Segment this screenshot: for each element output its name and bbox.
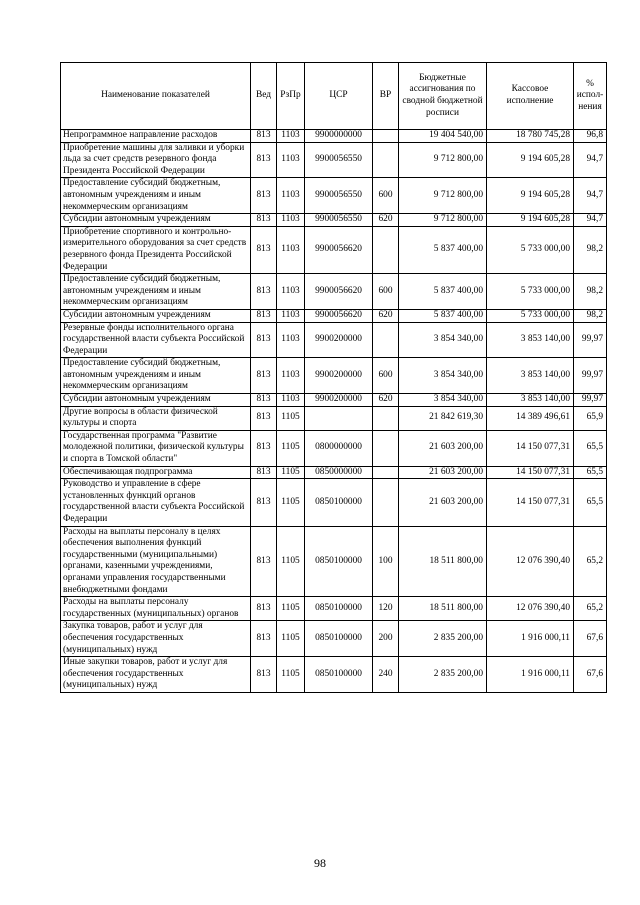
cell-name: Другие вопросы в области физической культуры и спорта	[61, 406, 251, 430]
header-cash: Кассовое исполнение	[487, 63, 574, 130]
page-number: 98	[314, 856, 326, 870]
cell-percent: 94,7	[574, 178, 607, 214]
table-row	[61, 394, 607, 407]
cell-cash: 1 916 000,11	[487, 657, 574, 693]
cell-csr: 9900200000	[305, 322, 373, 358]
cell-budget: 19 404 540,00	[399, 130, 487, 143]
cell-ved: 813	[251, 526, 277, 597]
header-vr: ВР	[373, 63, 399, 130]
table-row	[61, 214, 607, 227]
cell-rzpr: 1103	[277, 309, 305, 322]
cell-cash: 5 733 000,00	[487, 226, 574, 273]
cell-vr	[373, 322, 399, 358]
cell-percent: 99,97	[574, 322, 607, 358]
cell-vr	[373, 406, 399, 430]
cell-csr: 9900000000	[305, 130, 373, 143]
cell-budget: 5 837 400,00	[399, 309, 487, 322]
cell-vr: 240	[373, 657, 399, 693]
cell-percent: 98,2	[574, 226, 607, 273]
cell-ved: 813	[251, 406, 277, 430]
cell-percent: 65,5	[574, 479, 607, 526]
table-row	[61, 657, 607, 693]
cell-percent: 67,6	[574, 621, 607, 657]
table-row	[61, 621, 607, 657]
cell-cash: 12 076 390,40	[487, 526, 574, 597]
cell-name: Расходы на выплаты персоналу государственных (муниципальных) органов	[61, 597, 251, 621]
cell-ved: 813	[251, 479, 277, 526]
cell-csr: 9900056550	[305, 178, 373, 214]
table-row	[61, 142, 607, 178]
cell-ved: 813	[251, 657, 277, 693]
cell-cash: 5 733 000,00	[487, 309, 574, 322]
cell-ved: 813	[251, 226, 277, 273]
budget-table	[60, 62, 607, 693]
table-row	[61, 479, 607, 526]
cell-vr	[373, 130, 399, 143]
cell-vr	[373, 479, 399, 526]
cell-rzpr: 1105	[277, 466, 305, 479]
cell-rzpr: 1105	[277, 479, 305, 526]
header-budget: Бюджетные ассигнования по сводной бюджетной росписи	[399, 63, 487, 130]
cell-name: Государственная программа "Развитие молодежной политики, физической культуры и спорта в Томской области"	[61, 430, 251, 466]
cell-name: Предоставление субсидий бюджетным, автономным учреждениям и иным некоммерческим организациям	[61, 178, 251, 214]
cell-csr: 9900200000	[305, 394, 373, 407]
cell-budget: 2 835 200,00	[399, 657, 487, 693]
cell-csr: 0850100000	[305, 479, 373, 526]
table-row	[61, 358, 607, 394]
cell-csr: 9900056550	[305, 214, 373, 227]
table-row	[61, 466, 607, 479]
table-row	[61, 430, 607, 466]
cell-name: Предоставление субсидий бюджетным, автономным учреждениям и иным некоммерческим организациям	[61, 274, 251, 310]
cell-csr: 9900056550	[305, 142, 373, 178]
cell-rzpr: 1105	[277, 657, 305, 693]
cell-vr: 620	[373, 214, 399, 227]
cell-ved: 813	[251, 621, 277, 657]
cell-vr: 600	[373, 178, 399, 214]
cell-csr: 9900056620	[305, 226, 373, 273]
cell-vr	[373, 142, 399, 178]
cell-percent: 65,9	[574, 406, 607, 430]
header-percent: % испол-нения	[574, 63, 607, 130]
cell-cash: 3 853 140,00	[487, 394, 574, 407]
cell-percent: 65,2	[574, 526, 607, 597]
cell-budget: 18 511 800,00	[399, 597, 487, 621]
cell-budget: 21 842 619,30	[399, 406, 487, 430]
table-row	[61, 226, 607, 273]
cell-rzpr: 1103	[277, 130, 305, 143]
table-row	[61, 526, 607, 597]
cell-name: Предоставление субсидий бюджетным, автономным учреждениям и иным некоммерческим организациям	[61, 358, 251, 394]
cell-cash: 14 150 077,31	[487, 430, 574, 466]
cell-vr: 600	[373, 274, 399, 310]
cell-rzpr: 1103	[277, 358, 305, 394]
cell-cash: 14 389 496,61	[487, 406, 574, 430]
cell-budget: 5 837 400,00	[399, 226, 487, 273]
cell-cash: 9 194 605,28	[487, 142, 574, 178]
cell-rzpr: 1103	[277, 226, 305, 273]
cell-ved: 813	[251, 394, 277, 407]
cell-rzpr: 1103	[277, 142, 305, 178]
table-row	[61, 406, 607, 430]
cell-budget: 3 854 340,00	[399, 394, 487, 407]
cell-csr: 9900056620	[305, 274, 373, 310]
cell-vr: 200	[373, 621, 399, 657]
cell-percent: 65,2	[574, 597, 607, 621]
cell-vr: 100	[373, 526, 399, 597]
cell-name: Субсидии автономным учреждениям	[61, 309, 251, 322]
cell-csr: 0850100000	[305, 657, 373, 693]
cell-budget: 9 712 800,00	[399, 142, 487, 178]
header-name: Наименование показателей	[61, 63, 251, 130]
cell-cash: 9 194 605,28	[487, 178, 574, 214]
table-row	[61, 597, 607, 621]
cell-vr: 620	[373, 309, 399, 322]
header-rzpr: РзПр	[277, 63, 305, 130]
cell-percent: 98,2	[574, 309, 607, 322]
table-body	[61, 130, 607, 693]
cell-csr: 0850100000	[305, 621, 373, 657]
cell-budget: 21 603 200,00	[399, 430, 487, 466]
cell-rzpr: 1103	[277, 178, 305, 214]
cell-cash: 14 150 077,31	[487, 479, 574, 526]
cell-cash: 3 853 140,00	[487, 358, 574, 394]
cell-rzpr: 1103	[277, 322, 305, 358]
cell-name: Руководство и управление в сфере установленных функций органов государственной власти субъекта Российской Федерации	[61, 479, 251, 526]
header-csr: ЦСР	[305, 63, 373, 130]
cell-rzpr: 1105	[277, 430, 305, 466]
cell-percent: 98,2	[574, 274, 607, 310]
table-header-row	[61, 63, 607, 130]
cell-ved: 813	[251, 430, 277, 466]
cell-name: Непрограммное направление расходов	[61, 130, 251, 143]
cell-name: Расходы на выплаты персоналу в целях обеспечения выполнения функций государственными (муниципальными) органами, казенными учреждениями, органами управления государственными внебюджетными фондами	[61, 526, 251, 597]
cell-ved: 813	[251, 358, 277, 394]
cell-ved: 813	[251, 142, 277, 178]
cell-percent: 96,8	[574, 130, 607, 143]
cell-name: Обеспечивающая подпрограмма	[61, 466, 251, 479]
table-row	[61, 178, 607, 214]
cell-budget: 18 511 800,00	[399, 526, 487, 597]
cell-csr: 9900200000	[305, 358, 373, 394]
cell-rzpr: 1103	[277, 274, 305, 310]
cell-percent: 94,7	[574, 142, 607, 178]
cell-vr: 620	[373, 394, 399, 407]
cell-ved: 813	[251, 274, 277, 310]
cell-csr: 9900056620	[305, 309, 373, 322]
cell-percent: 99,97	[574, 358, 607, 394]
table-row	[61, 309, 607, 322]
cell-csr: 0850100000	[305, 597, 373, 621]
cell-rzpr: 1103	[277, 394, 305, 407]
cell-percent: 99,97	[574, 394, 607, 407]
cell-vr: 600	[373, 358, 399, 394]
cell-cash: 9 194 605,28	[487, 214, 574, 227]
table-row	[61, 130, 607, 143]
cell-budget: 2 835 200,00	[399, 621, 487, 657]
cell-csr	[305, 406, 373, 430]
cell-ved: 813	[251, 597, 277, 621]
cell-vr	[373, 430, 399, 466]
cell-cash: 18 780 745,28	[487, 130, 574, 143]
cell-budget: 9 712 800,00	[399, 178, 487, 214]
cell-ved: 813	[251, 214, 277, 227]
cell-rzpr: 1105	[277, 526, 305, 597]
cell-budget: 21 603 200,00	[399, 466, 487, 479]
cell-ved: 813	[251, 466, 277, 479]
cell-budget: 3 854 340,00	[399, 358, 487, 394]
cell-percent: 67,6	[574, 657, 607, 693]
cell-rzpr: 1103	[277, 214, 305, 227]
cell-percent: 65,5	[574, 466, 607, 479]
cell-name: Субсидии автономным учреждениям	[61, 394, 251, 407]
cell-rzpr: 1105	[277, 621, 305, 657]
cell-percent: 94,7	[574, 214, 607, 227]
cell-ved: 813	[251, 309, 277, 322]
cell-percent: 65,5	[574, 430, 607, 466]
cell-ved: 813	[251, 178, 277, 214]
cell-ved: 813	[251, 130, 277, 143]
cell-cash: 12 076 390,40	[487, 597, 574, 621]
header-ved: Вед	[251, 63, 277, 130]
cell-name: Резервные фонды исполнительного органа государственной власти субъекта Российской Федерации	[61, 322, 251, 358]
cell-csr: 0850100000	[305, 526, 373, 597]
cell-rzpr: 1105	[277, 597, 305, 621]
cell-name: Иные закупки товаров, работ и услуг для обеспечения государственных (муниципальных) нужд	[61, 657, 251, 693]
cell-cash: 14 150 077,31	[487, 466, 574, 479]
cell-vr: 120	[373, 597, 399, 621]
cell-budget: 9 712 800,00	[399, 214, 487, 227]
table-row	[61, 322, 607, 358]
cell-vr	[373, 226, 399, 273]
cell-name: Приобретение машины для заливки и уборки льда за счет средств резервного фонда Президента Российской Федерации	[61, 142, 251, 178]
cell-cash: 5 733 000,00	[487, 274, 574, 310]
cell-csr: 0800000000	[305, 430, 373, 466]
cell-ved: 813	[251, 322, 277, 358]
cell-name: Субсидии автономным учреждениям	[61, 214, 251, 227]
table-row	[61, 274, 607, 310]
cell-cash: 3 853 140,00	[487, 322, 574, 358]
cell-vr	[373, 466, 399, 479]
cell-cash: 1 916 000,11	[487, 621, 574, 657]
cell-name: Закупка товаров, работ и услуг для обеспечения государственных (муниципальных) нужд	[61, 621, 251, 657]
cell-budget: 5 837 400,00	[399, 274, 487, 310]
cell-rzpr: 1105	[277, 406, 305, 430]
cell-csr: 0850000000	[305, 466, 373, 479]
cell-name: Приобретение спортивного и контрольно-измерительного оборудования за счет средств резервного фонда Президента Российской Федерации	[61, 226, 251, 273]
cell-budget: 21 603 200,00	[399, 479, 487, 526]
cell-budget: 3 854 340,00	[399, 322, 487, 358]
